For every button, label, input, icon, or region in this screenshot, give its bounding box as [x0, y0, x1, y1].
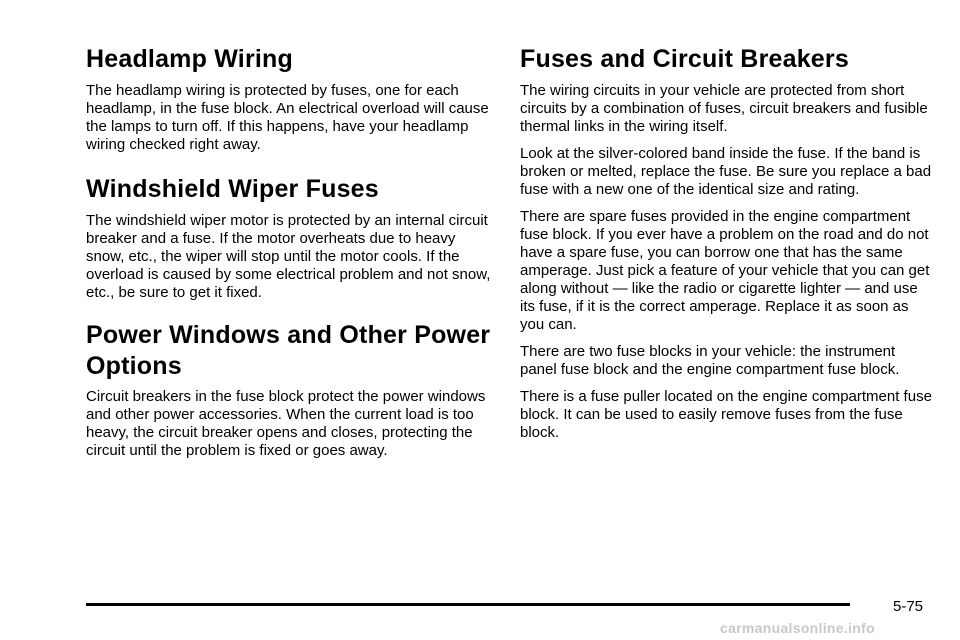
section-power-windows — [86, 320, 496, 460]
section-headlamp-wiring — [86, 42, 496, 154]
section-heading: Power Windows and Other Power Options — [86, 321, 491, 380]
section-paragraph: Circuit breakers in the fuse block protect the power windows and other power accessories. When the current load is too heavy, the circuit breaker opens and closes, protecting the circuit until the problem is fixed or goes away. — [86, 388, 486, 459]
page-number: 5-75 — [893, 598, 924, 615]
section-windshield-wiper-fuses — [86, 172, 496, 302]
section-paragraph: The windshield wiper motor is protected by an internal circuit breaker and a fuse. If the motor overheats due to heavy snow, etc., the wiper will stop until the motor cools. If the overload is caused by some electrical problem and not snow, etc., be sure to get it fixed. — [86, 212, 491, 301]
section-paragraph: There are spare fuses provided in the engine compartment fuse block. If you ever have a problem on the road and do not have a spare fuse, you can borrow one that has the same amperage. Just pick a feature of your vehicle that you can get along without — like the radio or cigarette lighter — and use its fuse, if it is the correct amperage. Replace it as soon as you can. — [520, 208, 930, 333]
section-paragraph: There are two fuse blocks in your vehicle: the instrument panel fuse block and the engine compartment fuse block. — [520, 343, 900, 378]
section-paragraph: The wiring circuits in your vehicle are protected from short circuits by a combination of fuses, circuit breakers and fusible thermal links in the wiring itself. — [520, 82, 928, 135]
section-heading: Headlamp Wiring — [86, 45, 293, 73]
section-paragraph: Look at the silver-colored band inside the fuse. If the band is broken or melted, replace the fuse. Be sure you replace a bad fuse with a new one of the identical size and rating. — [520, 145, 932, 198]
section-fuses-and-circuit-breakers — [520, 42, 932, 442]
section-paragraph: There is a fuse puller located on the engine compartment fuse block. It can be used to easily remove fuses from the fuse block. — [520, 388, 932, 441]
left-column — [86, 42, 496, 460]
right-column — [520, 42, 932, 442]
watermark: carmanualsonline.info — [720, 620, 875, 636]
section-heading: Fuses and Circuit Breakers — [520, 45, 849, 73]
footer-rule — [86, 603, 850, 606]
section-paragraph: The headlamp wiring is protected by fuses, one for each headlamp, in the fuse block. An electrical overload will cause the lamps to turn off. If this happens, have your headlamp wiring checked right away. — [86, 82, 489, 153]
section-heading: Windshield Wiper Fuses — [86, 175, 379, 203]
